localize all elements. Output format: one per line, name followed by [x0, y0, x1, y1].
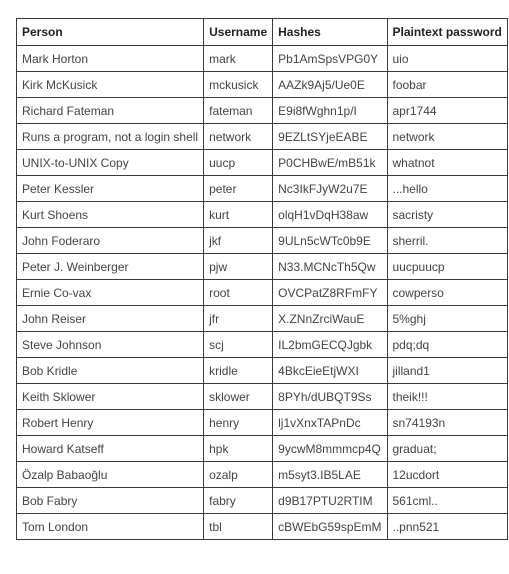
hash-cell: 9ULn5cWTc0b9E: [273, 228, 387, 254]
plaintext-password-cell: 12ucdort: [387, 462, 507, 488]
person-cell: Steve Johnson: [17, 332, 204, 358]
person-cell: UNIX-to-UNIX Copy: [17, 150, 204, 176]
table-body: [17, 46, 508, 540]
plaintext-password-cell: 561cml..: [387, 488, 507, 514]
table-row: [17, 384, 508, 410]
hash-cell: 4BkcEieEtjWXI: [273, 358, 387, 384]
person-cell: Runs a program, not a login shell: [17, 124, 204, 150]
plaintext-password-cell: uio: [387, 46, 507, 72]
plaintext-password-cell: sherril.: [387, 228, 507, 254]
person-cell: Özalp Babaoğlu: [17, 462, 204, 488]
person-cell: John Foderaro: [17, 228, 204, 254]
username-cell: ozalp: [204, 462, 273, 488]
plaintext-password-cell: foobar: [387, 72, 507, 98]
person-cell: Keith Sklower: [17, 384, 204, 410]
username-cell: fateman: [204, 98, 273, 124]
person-cell: Robert Henry: [17, 410, 204, 436]
hash-cell: 9ycwM8mmmcp4Q: [273, 436, 387, 462]
hash-cell: E9i8fWghn1p/I: [273, 98, 387, 124]
table-row: [17, 436, 508, 462]
plaintext-password-cell: pdq;dq: [387, 332, 507, 358]
username-cell: mckusick: [204, 72, 273, 98]
person-cell: Bob Kridle: [17, 358, 204, 384]
hash-cell: Nc3IkFJyW2u7E: [273, 176, 387, 202]
person-cell: Peter J. Weinberger: [17, 254, 204, 280]
table-row: [17, 46, 508, 72]
table-row: [17, 306, 508, 332]
table-row: [17, 332, 508, 358]
header-person: Person: [17, 19, 204, 46]
plaintext-password-cell: ..pnn521: [387, 514, 507, 540]
table-row: [17, 462, 508, 488]
table-row: [17, 358, 508, 384]
header-hashes: Hashes: [273, 19, 387, 46]
hash-cell: m5syt3.IB5LAE: [273, 462, 387, 488]
table-row: [17, 488, 508, 514]
person-cell: John Reiser: [17, 306, 204, 332]
username-cell: hpk: [204, 436, 273, 462]
plaintext-password-cell: theik!!!: [387, 384, 507, 410]
table-row: [17, 280, 508, 306]
person-cell: Tom London: [17, 514, 204, 540]
username-cell: fabry: [204, 488, 273, 514]
hash-cell: OVCPatZ8RFmFY: [273, 280, 387, 306]
person-cell: Kirk McKusick: [17, 72, 204, 98]
plaintext-password-cell: apr1744: [387, 98, 507, 124]
plaintext-password-cell: graduat;: [387, 436, 507, 462]
username-cell: uucp: [204, 150, 273, 176]
person-cell: Howard Katseff: [17, 436, 204, 462]
username-cell: scj: [204, 332, 273, 358]
plaintext-password-cell: 5%ghj: [387, 306, 507, 332]
person-cell: Richard Fateman: [17, 98, 204, 124]
hash-cell: olqH1vDqH38aw: [273, 202, 387, 228]
table-row: [17, 72, 508, 98]
password-table-container: [16, 18, 508, 540]
hash-cell: 8PYh/dUBQT9Ss: [273, 384, 387, 410]
username-cell: peter: [204, 176, 273, 202]
hash-cell: IL2bmGECQJgbk: [273, 332, 387, 358]
hash-cell: X.ZNnZrciWauE: [273, 306, 387, 332]
plaintext-password-cell: ...hello: [387, 176, 507, 202]
header-username: Username: [204, 19, 273, 46]
username-cell: kridle: [204, 358, 273, 384]
table-row: [17, 176, 508, 202]
username-cell: root: [204, 280, 273, 306]
table-row: [17, 98, 508, 124]
table-row: [17, 202, 508, 228]
username-cell: mark: [204, 46, 273, 72]
table-header-row: [17, 19, 508, 46]
person-cell: Peter Kessler: [17, 176, 204, 202]
person-cell: Mark Horton: [17, 46, 204, 72]
username-cell: jkf: [204, 228, 273, 254]
person-cell: Ernie Co-vax: [17, 280, 204, 306]
password-table: [16, 18, 508, 540]
hash-cell: Pb1AmSpsVPG0Y: [273, 46, 387, 72]
hash-cell: N33.MCNcTh5Qw: [273, 254, 387, 280]
table-row: [17, 228, 508, 254]
hash-cell: cBWEbG59spEmM: [273, 514, 387, 540]
username-cell: pjw: [204, 254, 273, 280]
plaintext-password-cell: sn74193n: [387, 410, 507, 436]
header-plaintext-password: Plaintext password: [387, 19, 507, 46]
plaintext-password-cell: whatnot: [387, 150, 507, 176]
plaintext-password-cell: cowperso: [387, 280, 507, 306]
username-cell: tbl: [204, 514, 273, 540]
hash-cell: lj1vXnxTAPnDc: [273, 410, 387, 436]
table-row: [17, 150, 508, 176]
username-cell: jfr: [204, 306, 273, 332]
plaintext-password-cell: network: [387, 124, 507, 150]
plaintext-password-cell: jilland1: [387, 358, 507, 384]
username-cell: sklower: [204, 384, 273, 410]
table-row: [17, 514, 508, 540]
username-cell: kurt: [204, 202, 273, 228]
plaintext-password-cell: sacristy: [387, 202, 507, 228]
table-row: [17, 410, 508, 436]
hash-cell: P0CHBwE/mB51k: [273, 150, 387, 176]
username-cell: henry: [204, 410, 273, 436]
hash-cell: 9EZLtSYjeEABE: [273, 124, 387, 150]
hash-cell: AAZk9Aj5/Ue0E: [273, 72, 387, 98]
person-cell: Bob Fabry: [17, 488, 204, 514]
table-row: [17, 254, 508, 280]
person-cell: Kurt Shoens: [17, 202, 204, 228]
table-row: [17, 124, 508, 150]
plaintext-password-cell: uucpuucp: [387, 254, 507, 280]
username-cell: network: [204, 124, 273, 150]
hash-cell: d9B17PTU2RTIM: [273, 488, 387, 514]
